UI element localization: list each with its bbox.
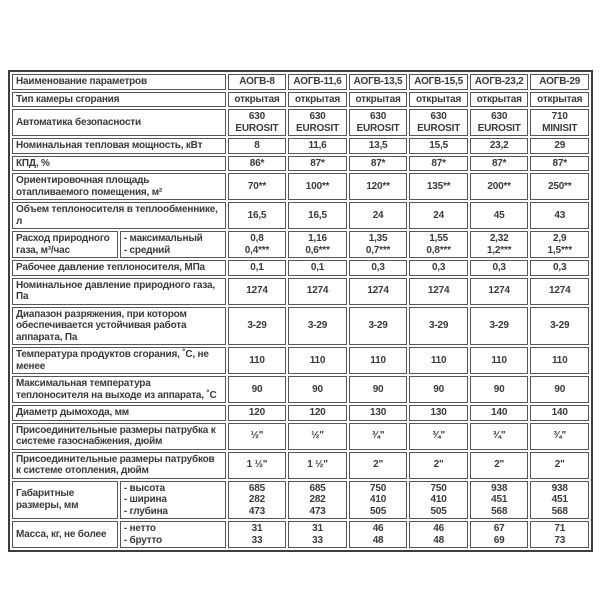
value-cell: 8: [228, 138, 287, 154]
value-line: 2,32: [489, 233, 509, 244]
value-line: 1,2***: [486, 244, 512, 256]
param-label-cell: Присоединительные размеры патрубков к системе отопления, дюйм: [12, 452, 226, 479]
value-cell: открытая: [409, 92, 468, 108]
value-cell: 1274: [288, 278, 347, 305]
param-label-cell: Автоматика безопасности: [12, 109, 226, 136]
value-cell: 130: [409, 405, 468, 421]
value-line: 410: [370, 494, 387, 505]
value-cell: 90: [409, 376, 468, 403]
header-row: [12, 74, 589, 90]
value-cell: [470, 521, 529, 548]
value-cell: 87*: [530, 156, 589, 172]
value-cell: 130: [349, 405, 408, 421]
value-cell: 3-29: [288, 307, 347, 346]
param-label-cell: Расход природного газа, м³/час: [12, 231, 118, 258]
value-cell: [349, 521, 408, 548]
value-cell: [228, 521, 287, 548]
param-row: [12, 278, 589, 305]
param-header-cell: Наименование параметров: [12, 74, 226, 90]
value-cell: 0,1: [228, 260, 287, 276]
value-line: 750: [430, 482, 447, 494]
value-line: 938: [551, 482, 568, 494]
sublabel-line: - глубина: [123, 505, 168, 517]
value-cell: 15,5: [409, 138, 468, 154]
value-cell: 140: [470, 405, 529, 421]
param-label-cell: Присоединительные размеры патрубка к системе газоснабжения, дюйм: [12, 423, 226, 450]
value-cell: 1274: [530, 278, 589, 305]
value-line: 451: [491, 494, 508, 505]
value-cell: 110: [349, 347, 408, 374]
value-cell: 630 EUROSIT: [228, 109, 287, 136]
value-cell: 0,3: [530, 260, 589, 276]
value-cell: 2": [349, 452, 408, 479]
value-line: 0,7***: [365, 244, 391, 256]
value-cell: [349, 231, 408, 258]
param-row: [12, 376, 589, 403]
value-cell: 45: [470, 202, 529, 229]
value-line: 505: [430, 505, 447, 517]
param-label-cell: Объем теплоносителя в теплообменнике, л: [12, 202, 226, 229]
value-cell: 16,5: [228, 202, 287, 229]
value-cell: 0,3: [470, 260, 529, 276]
value-cell: [530, 481, 589, 520]
value-line: 1,35: [368, 233, 388, 244]
value-cell: 200**: [470, 173, 529, 200]
param-row: [12, 481, 589, 520]
value-line: 505: [370, 505, 387, 517]
value-cell: 1274: [228, 278, 287, 305]
value-cell: 710 MINISIT: [530, 109, 589, 136]
value-cell: 110: [409, 347, 468, 374]
param-label-cell: Масса, кг, не более: [12, 521, 118, 548]
param-label-cell: Номинальное давление природного газа, Па: [12, 278, 226, 305]
value-cell: 0,3: [409, 260, 468, 276]
value-cell: 120**: [349, 173, 408, 200]
param-row: [12, 173, 589, 200]
param-row: [12, 231, 589, 258]
value-line: 451: [551, 494, 568, 505]
param-row: [12, 109, 589, 136]
model-header-cell: АОГВ-15,5: [409, 74, 468, 90]
value-cell: 16,5: [288, 202, 347, 229]
value-cell: открытая: [228, 92, 287, 108]
param-label-cell: Ориентировочная площадь отапливаемого помещения, м²: [12, 173, 226, 200]
value-cell: 110: [228, 347, 287, 374]
value-cell: 90: [530, 376, 589, 403]
value-cell: ¾": [349, 423, 408, 450]
value-cell: [530, 231, 589, 258]
value-cell: 3-29: [409, 307, 468, 346]
value-cell: 2": [470, 452, 529, 479]
value-cell: 1 ½": [228, 452, 287, 479]
value-cell: 90: [228, 376, 287, 403]
value-line: 2,9: [553, 233, 567, 244]
sublabel-line: - брутто: [123, 534, 162, 546]
value-line: 31: [251, 523, 263, 534]
param-sublabel-cell: [120, 481, 226, 520]
value-cell: открытая: [470, 92, 529, 108]
value-cell: [530, 521, 589, 548]
param-label-cell: Номинальная тепловая мощность, кВт: [12, 138, 226, 154]
value-line: 1,55: [429, 233, 448, 244]
model-header-cell: АОГВ-23,2: [470, 74, 529, 90]
value-cell: ¾": [470, 423, 529, 450]
value-line: 473: [309, 505, 326, 517]
value-cell: 140: [530, 405, 589, 421]
value-cell: [228, 481, 287, 520]
value-line: 46: [433, 523, 444, 534]
value-line: 73: [554, 534, 566, 546]
value-cell: 3-29: [349, 307, 408, 346]
param-row: [12, 307, 589, 346]
value-cell: 630 EUROSIT: [409, 109, 468, 136]
value-line: 938: [491, 482, 508, 494]
value-cell: [409, 231, 468, 258]
value-cell: [470, 231, 529, 258]
param-label-cell: Рабочее давление теплоносителя, МПа: [12, 260, 226, 276]
value-line: 48: [433, 534, 444, 546]
value-line: 0,6***: [305, 244, 330, 256]
value-cell: 90: [349, 376, 408, 403]
value-line: 33: [312, 534, 323, 546]
value-line: 48: [372, 534, 384, 546]
value-cell: 1274: [409, 278, 468, 305]
value-cell: 630 EUROSIT: [470, 109, 529, 136]
value-cell: 3-29: [228, 307, 287, 346]
spec-table: [8, 70, 593, 552]
value-cell: ½": [288, 423, 347, 450]
value-line: 31: [312, 523, 323, 534]
param-label-cell: Максимальная температура теплоносителя на выходе из аппарата, ˚С: [12, 376, 226, 403]
value-cell: [409, 521, 468, 548]
value-cell: 110: [470, 347, 529, 374]
model-header-cell: АОГВ-11,6: [288, 74, 347, 90]
param-row: [12, 521, 589, 548]
value-cell: 90: [470, 376, 529, 403]
value-line: 46: [372, 523, 384, 534]
value-cell: 630 EUROSIT: [349, 109, 408, 136]
value-cell: 1274: [349, 278, 408, 305]
value-cell: [409, 481, 468, 520]
value-cell: 630 EUROSIT: [288, 109, 347, 136]
param-row: [12, 405, 589, 421]
param-row: [12, 138, 589, 154]
param-label-cell: Диаметр дымохода, мм: [12, 405, 226, 421]
value-cell: 29: [530, 138, 589, 154]
value-line: 0,4***: [244, 244, 270, 256]
param-row: [12, 347, 589, 374]
model-header-cell: АОГВ-29: [530, 74, 589, 90]
value-cell: 86*: [228, 156, 287, 172]
value-cell: ¾": [409, 423, 468, 450]
value-line: 750: [370, 482, 387, 494]
param-row: [12, 452, 589, 479]
value-cell: [288, 231, 347, 258]
value-cell: [470, 481, 529, 520]
value-cell: 13,5: [349, 138, 408, 154]
value-cell: 43: [530, 202, 589, 229]
value-cell: [288, 481, 347, 520]
value-line: 1,5***: [547, 244, 572, 256]
value-cell: 87*: [349, 156, 408, 172]
param-label-cell: Габаритные размеры, мм: [12, 481, 118, 520]
param-row: [12, 156, 589, 172]
value-cell: 120: [288, 405, 347, 421]
value-cell: 23,2: [470, 138, 529, 154]
value-line: 410: [430, 494, 447, 505]
value-line: 685: [309, 482, 326, 494]
param-row: [12, 202, 589, 229]
value-cell: 2": [409, 452, 468, 479]
value-cell: 3-29: [470, 307, 529, 346]
value-cell: [228, 231, 287, 258]
value-cell: [349, 481, 408, 520]
value-line: 568: [551, 505, 568, 517]
value-line: 33: [251, 534, 263, 546]
value-cell: 11,6: [288, 138, 347, 154]
model-header-cell: АОГВ-13,5: [349, 74, 408, 90]
value-cell: 87*: [288, 156, 347, 172]
value-cell: 1274: [470, 278, 529, 305]
value-line: 0,8***: [426, 244, 451, 256]
param-label-cell: Тип камеры сгорания: [12, 92, 226, 108]
value-cell: [288, 521, 347, 548]
value-cell: 87*: [470, 156, 529, 172]
value-line: 71: [554, 523, 566, 534]
value-cell: ¾": [530, 423, 589, 450]
value-line: 685: [248, 482, 265, 494]
value-cell: 135**: [409, 173, 468, 200]
param-label-cell: Температура продуктов сгорания, ˚С, не менее: [12, 347, 226, 374]
value-cell: 120: [228, 405, 287, 421]
param-sublabel-cell: [120, 231, 226, 258]
sublabel-line: - средний: [123, 244, 171, 256]
value-line: 67: [493, 523, 505, 534]
value-cell: открытая: [530, 92, 589, 108]
value-line: 568: [491, 505, 508, 517]
value-cell: ½": [228, 423, 287, 450]
value-line: 0,8: [250, 233, 264, 244]
value-cell: 3-29: [530, 307, 589, 346]
value-cell: 1 ½": [288, 452, 347, 479]
model-header-cell: АОГВ-8: [228, 74, 287, 90]
value-cell: 100**: [288, 173, 347, 200]
value-cell: 0,1: [288, 260, 347, 276]
value-cell: 90: [288, 376, 347, 403]
value-cell: 87*: [409, 156, 468, 172]
value-cell: 0,3: [349, 260, 408, 276]
param-label-cell: Диапазон разряжения, при котором обеспечивается устойчивая работа аппарата, Па: [12, 307, 226, 346]
param-row: [12, 92, 589, 108]
value-line: 473: [248, 505, 265, 517]
sublabel-line: - нетто: [123, 523, 156, 534]
param-label-cell: КПД, %: [12, 156, 226, 172]
value-line: 69: [493, 534, 505, 546]
value-cell: 70**: [228, 173, 287, 200]
value-cell: 24: [409, 202, 468, 229]
sublabel-line: - ширина: [123, 494, 167, 505]
value-cell: открытая: [288, 92, 347, 108]
sublabel-line: - максимальный: [123, 233, 203, 244]
value-line: 282: [309, 494, 326, 505]
spec-table-body: [12, 74, 589, 548]
value-line: 282: [248, 494, 265, 505]
param-row: [12, 423, 589, 450]
value-cell: 250**: [530, 173, 589, 200]
value-cell: 110: [288, 347, 347, 374]
value-cell: 2": [530, 452, 589, 479]
value-line: 1,16: [308, 233, 327, 244]
value-cell: 110: [530, 347, 589, 374]
value-cell: 24: [349, 202, 408, 229]
param-row: [12, 260, 589, 276]
param-sublabel-cell: [120, 521, 226, 548]
sublabel-line: - высота: [123, 482, 165, 494]
value-cell: открытая: [349, 92, 408, 108]
